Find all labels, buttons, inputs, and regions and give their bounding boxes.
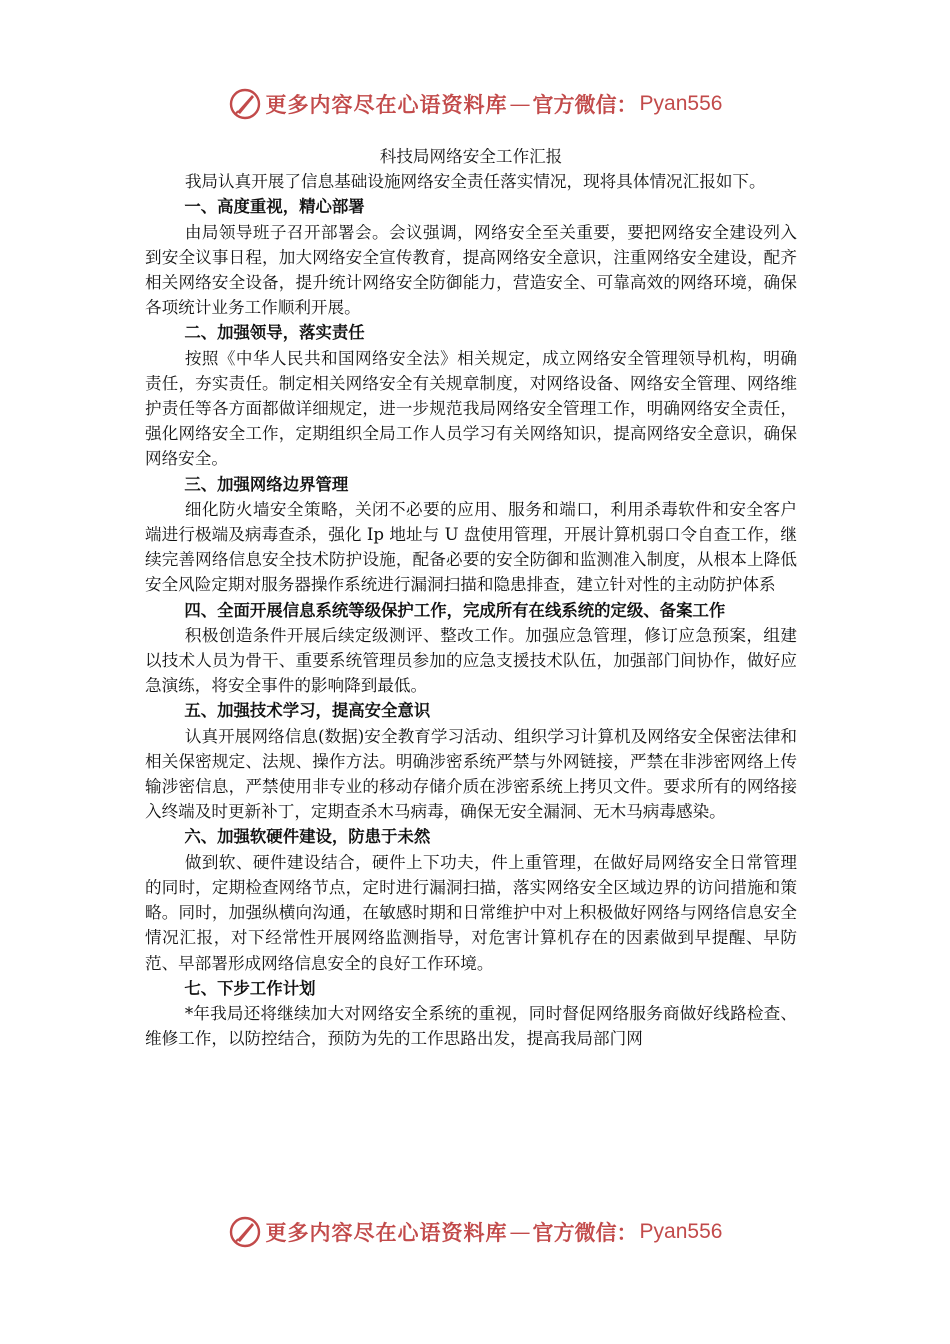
footer-watermark-banner bbox=[0, 1212, 950, 1252]
section-4-body: 积极创造条件开展后续定级测评、整改工作。加强应急管理，修订应急预案，组建以技术人员为骨干、重要系统管理员参加的应急支援技术队伍，加强部门间协作，做好应急演练，将安全事件的影响降到最低。 bbox=[145, 625, 797, 696]
section-1-heading: 一、高度重视，精心部署 bbox=[184, 197, 365, 217]
section-6-heading: 六、加强软硬件建设，防患于未然 bbox=[184, 827, 431, 847]
banner-wechat-label: 官方微信： bbox=[532, 1220, 638, 1245]
banner-separator: — bbox=[509, 1220, 531, 1244]
banner-separator: — bbox=[509, 92, 531, 116]
header-watermark-banner bbox=[0, 84, 950, 124]
section-3-body: 细化防火墙安全策略，关闭不必要的应用、服务和端口，利用杀毒软件和安全客户端进行极端及病毒查杀，强化 Ip 地址与 U 盘使用管理，开展计算机弱口令自查工作，继续完善网络信息安全技术防护设施，配备必要的安全防御和监测准入制度，从根本上降低安全风险定期对服务器操作系统进行漏洞扫描和隐患排查，建立针对性的主动防护体系 bbox=[145, 499, 797, 595]
quill-logo-icon bbox=[228, 1215, 262, 1249]
document-title: 科技局网络安全工作汇报 bbox=[379, 147, 563, 166]
intro-paragraph: 我局认真开展了信息基础设施网络安全责任落实情况，现将具体情况汇报如下。 bbox=[184, 172, 766, 192]
section-7-body: *年我局还将继续加大对网络安全系统的重视，同时督促网络服务商做好线路检查、维修工作，以防控结合，预防为先的工作思路出发，提高我局部门网 bbox=[145, 1003, 797, 1049]
section-5-body: 认真开展网络信息(数据)安全教育学习活动、组织学习计算机及网络安全保密法律和相关保密规定、法规、操作方法。明确涉密系统严禁与外网链接，严禁在非涉密网络上传输涉密信息，严禁使用非专业的移动存储介质在涉密系统上拷贝文件。要求所有的网络接入终端及时更新补丁，定期查杀木马病毒，确保无安全漏洞、无木马病毒感染。 bbox=[145, 726, 797, 822]
quill-logo-icon bbox=[228, 87, 262, 121]
section-2-body: 按照《中华人民共和国网络安全法》相关规定，成立网络安全管理领导机构，明确责任，夯实责任。制定相关网络安全有关规章制度，对网络设备、网络安全管理、网络维护责任等各方面都做详细规定，进一步规范我局网络安全管理工作，明确网络安全责任，强化网络安全工作，定期组织全局工作人员学习有关网络知识，提高网络安全意识，确保网络安全。 bbox=[145, 348, 797, 469]
section-7-heading: 七、下步工作计划 bbox=[184, 978, 316, 998]
section-1-body: 由局领导班子召开部署会。会议强调，网络安全至关重要，要把网络安全建设列入到安全议事日程，加大网络安全宣传教育，提高网络安全意识，注重网络安全建设，配齐相关网络安全设备，提升统计网络安全防御能力，营造安全、可靠高效的网络环境，确保各项统计业务工作顺利开展。 bbox=[145, 222, 797, 318]
section-5-heading: 五、加强技术学习，提高安全意识 bbox=[184, 701, 431, 721]
banner-wechat-id: Pyan556 bbox=[639, 92, 723, 115]
banner-text: 更多内容尽在心语资料库 bbox=[265, 1220, 508, 1245]
document-body bbox=[145, 144, 797, 1051]
banner-wechat-label: 官方微信： bbox=[532, 92, 638, 117]
banner-text: 更多内容尽在心语资料库 bbox=[265, 92, 508, 117]
section-4-heading: 四、全面开展信息系统等级保护工作，完成所有在线系统的定级、备案工作 bbox=[184, 600, 726, 620]
section-2-heading: 二、加强领导，落实责任 bbox=[184, 323, 365, 343]
section-3-heading: 三、加强网络边界管理 bbox=[184, 474, 349, 494]
section-6-body: 做到软、硬件建设结合，硬件上下功夫，件上重管理，在做好局网络安全日常管理的同时，定期检查网络节点，定时进行漏洞扫描，落实网络安全区域边界的访问措施和策略。同时，加强纵横向沟通，在敏感时期和日常维护中对上积极做好网络与网络信息安全情况汇报，对下经常性开展网络监测指导，对危害计算机存在的因素做到早提醒、早防范、早部署形成网络信息安全的良好工作环境。 bbox=[145, 852, 797, 973]
banner-wechat-id: Pyan556 bbox=[639, 1220, 723, 1243]
